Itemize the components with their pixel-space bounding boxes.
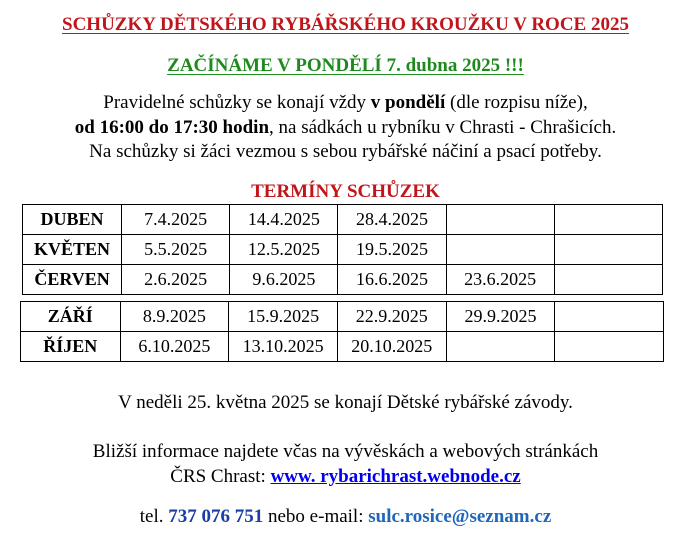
competition-note: V neděli 25. května 2025 se konají Dětské rybářské závody. xyxy=(118,392,573,413)
date-cell: 15.9.2025 xyxy=(229,302,338,332)
date-cell xyxy=(555,332,664,362)
date-cell xyxy=(446,332,555,362)
date-cell: 7.4.2025 xyxy=(122,205,230,235)
date-cell: 19.5.2025 xyxy=(338,235,446,265)
date-cell: 29.9.2025 xyxy=(446,302,555,332)
date-cell: 12.5.2025 xyxy=(230,235,338,265)
contact-line: tel. 737 076 751 nebo e-mail: sulc.rosice@seznam.cz xyxy=(139,506,552,527)
website-link[interactable]: www. rybarichrast.webnode.cz xyxy=(270,466,521,487)
date-cell xyxy=(554,265,662,295)
schedule-table-spring xyxy=(22,204,663,295)
date-cell xyxy=(554,205,662,235)
date-cell: 6.10.2025 xyxy=(120,332,229,362)
date-cell xyxy=(555,302,664,332)
email-link[interactable]: sulc.rosice@seznam.cz xyxy=(368,506,552,527)
info-line-2: ČRS Chrast: www. rybarichrast.webnode.cz xyxy=(170,466,521,487)
phone-number[interactable]: 737 076 751 xyxy=(168,506,264,527)
schedule-table-autumn xyxy=(20,301,664,362)
date-cell: 2.6.2025 xyxy=(122,265,230,295)
intro-line-1: Pravidelné schůzky se konají vždy v pondělí (dle rozpisu níže), xyxy=(103,92,588,113)
date-cell xyxy=(446,205,554,235)
date-cell: 23.6.2025 xyxy=(446,265,554,295)
month-cell: ČERVEN xyxy=(23,265,122,295)
page-title: SCHŮZKY DĚTSKÉHO RYBÁŘSKÉHO KROUŽKU V ROCE 2025 xyxy=(62,14,629,35)
schedule-row xyxy=(21,302,664,332)
intro-line-3: Na schůzky si žáci vezmou s sebou rybářské náčiní a psací potřeby. xyxy=(89,141,602,162)
date-cell xyxy=(554,235,662,265)
schedule-row xyxy=(21,332,664,362)
schedule-title: TERMÍNY SCHŮZEK xyxy=(251,181,440,202)
schedule-rows-autumn xyxy=(21,302,664,362)
info-line-1: Bližší informace najdete včas na vývěskách a webových stránkách xyxy=(92,441,599,462)
intro-line-2: od 16:00 do 17:30 hodin, na sádkách u rybníku v Chrasti - Chrašicích. xyxy=(74,117,617,138)
date-cell: 28.4.2025 xyxy=(338,205,446,235)
schedule-row xyxy=(23,235,663,265)
date-cell: 13.10.2025 xyxy=(229,332,338,362)
date-cell: 8.9.2025 xyxy=(120,302,229,332)
schedule-row xyxy=(23,205,663,235)
start-date-heading: ZAČÍNÁME V PONDĚLÍ 7. dubna 2025 !!! xyxy=(167,55,524,76)
date-cell: 16.6.2025 xyxy=(338,265,446,295)
month-cell: ZÁŘÍ xyxy=(21,302,121,332)
month-cell: KVĚTEN xyxy=(23,235,122,265)
date-cell xyxy=(446,235,554,265)
date-cell: 20.10.2025 xyxy=(337,332,446,362)
month-cell: ŘÍJEN xyxy=(21,332,121,362)
date-cell: 5.5.2025 xyxy=(122,235,230,265)
date-cell: 9.6.2025 xyxy=(230,265,338,295)
date-cell: 22.9.2025 xyxy=(337,302,446,332)
schedule-rows-spring xyxy=(23,205,663,295)
date-cell: 14.4.2025 xyxy=(230,205,338,235)
month-cell: DUBEN xyxy=(23,205,122,235)
schedule-row xyxy=(23,265,663,295)
